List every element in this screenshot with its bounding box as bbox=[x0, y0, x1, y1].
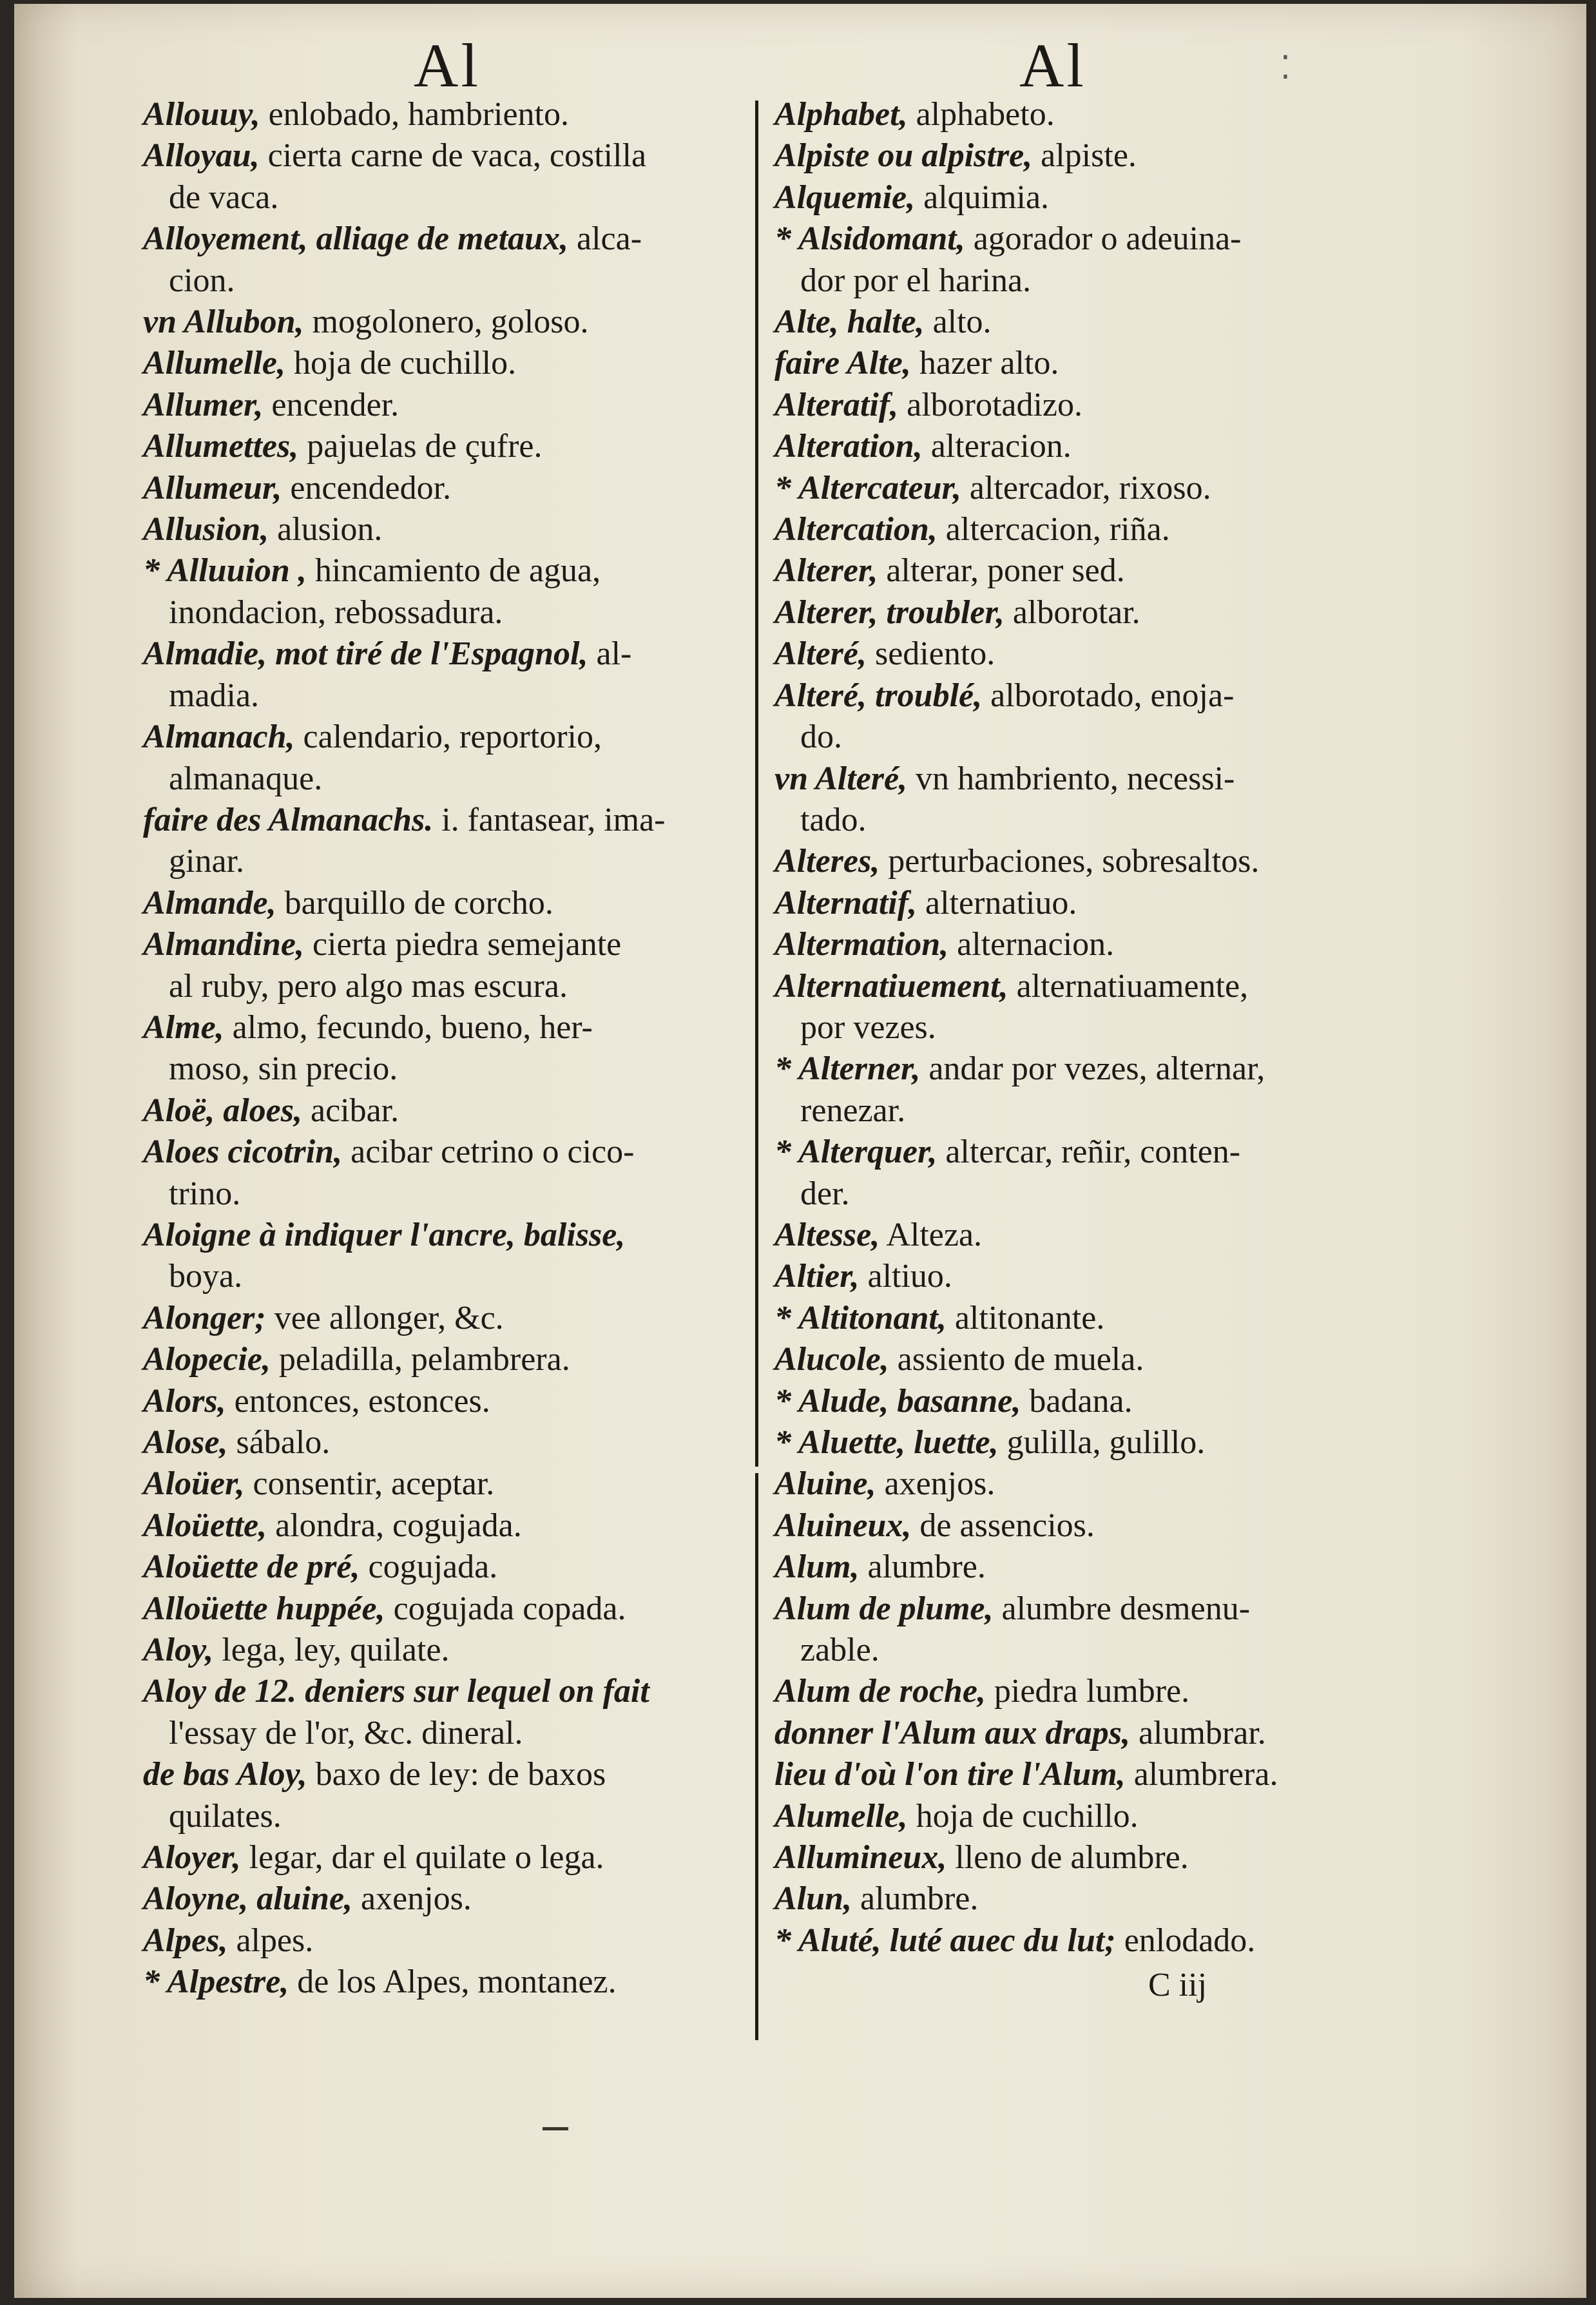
entry-continuation: inondacion, rebossadura. bbox=[169, 593, 503, 631]
translation: cierta piedra semejante bbox=[303, 926, 622, 963]
dictionary-entry bbox=[774, 1339, 1412, 1380]
dictionary-entry bbox=[143, 1671, 749, 1712]
translation: de los Alpes, montanez. bbox=[289, 1963, 617, 2001]
translation: sediento. bbox=[866, 635, 995, 673]
translation: encendedor. bbox=[282, 469, 452, 506]
entry-continuation: quilates. bbox=[169, 1797, 282, 1835]
dictionary-entry bbox=[774, 468, 1412, 509]
translation: al- bbox=[588, 635, 632, 673]
translation: alborotar. bbox=[1004, 593, 1140, 631]
dictionary-entry bbox=[143, 800, 749, 841]
dictionary-entry bbox=[143, 218, 749, 260]
headword: * Alterquer, bbox=[774, 1133, 937, 1171]
headword: Allouuy, bbox=[143, 96, 260, 133]
entry-continuation: renezar. bbox=[800, 1092, 906, 1129]
dictionary-entry bbox=[774, 550, 1412, 592]
dictionary-entry bbox=[143, 717, 749, 758]
translation: alternatiuo. bbox=[917, 884, 1077, 921]
dictionary-entry bbox=[143, 1422, 749, 1463]
dictionary-entry bbox=[774, 592, 1412, 633]
translation: alca- bbox=[568, 220, 642, 258]
dictionary-entry bbox=[143, 468, 749, 509]
translation: altiuo. bbox=[859, 1258, 952, 1295]
headword: * Aluette, luette, bbox=[774, 1424, 999, 1461]
translation: assiento de muela. bbox=[889, 1341, 1144, 1378]
headword: Alternatif, bbox=[774, 884, 918, 921]
headword: Aloüer, bbox=[143, 1465, 245, 1503]
column-rule bbox=[755, 101, 758, 1467]
dictionary-entry bbox=[143, 1090, 749, 1132]
translation: alpiste. bbox=[1032, 137, 1137, 175]
translation: mogolonero, goloso. bbox=[303, 304, 589, 341]
headword: Aloyer, bbox=[143, 1839, 241, 1876]
headword: * Alsidomant, bbox=[774, 220, 965, 258]
translation: cogujada. bbox=[360, 1548, 498, 1586]
headword: * Altercateur, bbox=[774, 469, 961, 506]
headword: Alpes, bbox=[143, 1922, 228, 1959]
translation: alborotado, enoja- bbox=[982, 677, 1235, 714]
dictionary-entry bbox=[143, 1837, 749, 1878]
translation: axenjos. bbox=[876, 1465, 995, 1503]
headword: * Alluuion , bbox=[143, 552, 307, 590]
translation: hazer alto. bbox=[910, 345, 1059, 382]
dictionary-entry bbox=[774, 1381, 1412, 1422]
headword: Aloyne, aluine, bbox=[143, 1880, 353, 1918]
dictionary-entry bbox=[774, 1671, 1412, 1712]
signature-mark: C iij bbox=[1148, 1967, 1207, 2003]
headword: Allumettes, bbox=[143, 428, 299, 465]
dictionary-entry bbox=[774, 966, 1412, 1007]
headword: Alteratif, bbox=[774, 386, 899, 423]
entry-continuation: ginar. bbox=[169, 843, 244, 880]
entry-continuation: l'essay de l'or, &c. dineral. bbox=[169, 1714, 523, 1751]
entry-continuation: trino. bbox=[169, 1175, 241, 1212]
translation: i. fantasear, ima- bbox=[433, 801, 666, 838]
entry-continuation: por vezes. bbox=[800, 1008, 936, 1046]
headword: Allusion, bbox=[143, 511, 269, 548]
headword: * Alude, basanne, bbox=[774, 1382, 1021, 1420]
dictionary-entry bbox=[143, 1962, 749, 2003]
headword: de bas Aloy, bbox=[143, 1756, 307, 1793]
dictionary-entry bbox=[774, 1713, 1412, 1754]
dictionary-entry bbox=[774, 94, 1412, 135]
dictionary-entry bbox=[143, 343, 749, 384]
dictionary-entry bbox=[143, 1878, 749, 1920]
entry-continuation: zable. bbox=[800, 1632, 880, 1669]
dictionary-entry bbox=[774, 1547, 1412, 1588]
translation: alpes. bbox=[227, 1922, 314, 1959]
dictionary-entry bbox=[774, 1754, 1412, 1795]
dictionary-entry bbox=[143, 1007, 749, 1048]
dictionary-entry bbox=[143, 1215, 749, 1256]
headword: Almande, bbox=[143, 884, 276, 921]
dictionary-entry bbox=[774, 343, 1412, 384]
dictionary-entry bbox=[774, 1215, 1412, 1256]
headword: faire des Almanachs. bbox=[143, 801, 434, 838]
headword: vn Alteré, bbox=[774, 760, 908, 797]
dictionary-entry bbox=[143, 924, 749, 965]
translation: de assencios. bbox=[911, 1507, 1095, 1544]
headword: Aloë, aloes, bbox=[143, 1092, 302, 1129]
headword: Alterer, bbox=[774, 552, 878, 590]
dictionary-entry bbox=[143, 94, 749, 135]
dictionary-entry bbox=[774, 633, 1412, 675]
headword: Aloüette de pré, bbox=[143, 1548, 360, 1586]
headword: Alternatiuement, bbox=[774, 967, 1008, 1005]
translation: altercacion, riña. bbox=[937, 511, 1170, 548]
dictionary-entry bbox=[774, 177, 1412, 218]
translation: enlodado. bbox=[1115, 1922, 1256, 1959]
dictionary-entry bbox=[143, 1132, 749, 1173]
dictionary-entry bbox=[143, 302, 749, 343]
right-column bbox=[774, 94, 1412, 1962]
translation: perturbaciones, sobresaltos. bbox=[880, 843, 1260, 880]
entry-continuation: almanaque. bbox=[169, 760, 323, 797]
translation: baxo de ley: de baxos bbox=[307, 1756, 606, 1793]
headword: Alose, bbox=[143, 1424, 228, 1461]
translation: barquillo de corcho. bbox=[276, 884, 553, 921]
entry-continuation: madia. bbox=[169, 677, 260, 714]
headword: Alpiste ou alpistre, bbox=[774, 137, 1033, 175]
translation: pajuelas de çufre. bbox=[298, 428, 543, 465]
dictionary-entry bbox=[774, 302, 1412, 343]
ink-mark: ⁚ bbox=[1280, 50, 1291, 86]
headword: Alquemie, bbox=[774, 178, 916, 216]
dictionary-entry bbox=[143, 883, 749, 924]
translation: cierta carne de vaca, costilla bbox=[259, 137, 647, 175]
entry-continuation: al ruby, pero algo mas escura. bbox=[169, 967, 568, 1005]
headword: Almadie, mot tiré de l'Espagnol, bbox=[143, 635, 588, 673]
dictionary-entry bbox=[774, 924, 1412, 965]
column-rule-lower bbox=[755, 1473, 758, 2040]
dictionary-entry bbox=[143, 385, 749, 426]
translation: peladilla, pelambrera. bbox=[270, 1341, 570, 1378]
dictionary-entry bbox=[774, 1878, 1412, 1920]
headword: Alum de plume, bbox=[774, 1590, 994, 1627]
headword: Aloes cicotrin, bbox=[143, 1133, 343, 1171]
translation: alborotadizo. bbox=[898, 386, 1083, 423]
headword: Altesse, bbox=[774, 1216, 880, 1253]
translation: alumbrera. bbox=[1125, 1756, 1278, 1793]
headword: Alteré, troublé, bbox=[774, 677, 983, 714]
headword: Alum, bbox=[774, 1548, 860, 1586]
entry-continuation: boya. bbox=[169, 1258, 243, 1295]
running-header-right: Al bbox=[1019, 31, 1086, 100]
headword: Almandine, bbox=[143, 926, 304, 963]
dictionary-entry bbox=[774, 1132, 1412, 1173]
dictionary-entry bbox=[143, 1588, 749, 1630]
headword: Alloüette huppée, bbox=[143, 1590, 385, 1627]
translation: altercar, reñir, conten- bbox=[937, 1133, 1241, 1171]
dictionary-entry bbox=[774, 135, 1412, 177]
headword: Alteres, bbox=[774, 843, 880, 880]
translation: alto. bbox=[924, 304, 992, 341]
entry-continuation: tado. bbox=[800, 801, 867, 838]
headword: Allumelle, bbox=[143, 345, 285, 382]
translation: axenjos. bbox=[352, 1880, 472, 1918]
translation: vee allonger, &c. bbox=[265, 1299, 504, 1336]
dictionary-entry bbox=[143, 426, 749, 467]
dictionary-entry bbox=[143, 135, 749, 177]
dictionary-entry bbox=[774, 385, 1412, 426]
headword: Alucole, bbox=[774, 1341, 889, 1378]
entry-continuation: cion. bbox=[169, 262, 235, 299]
dictionary-entry bbox=[143, 1630, 749, 1671]
headword: Alphabet, bbox=[774, 96, 908, 133]
dictionary-entry bbox=[143, 1381, 749, 1422]
headword: donner l'Alum aux draps, bbox=[774, 1714, 1130, 1751]
dictionary-entry bbox=[143, 1463, 749, 1505]
headword: Alors, bbox=[143, 1382, 226, 1420]
headword: Aloigne à indiquer l'ancre, balisse, bbox=[143, 1216, 626, 1253]
headword: Aloy de 12. deniers sur lequel on fait bbox=[143, 1673, 649, 1710]
translation: alumbre desmenu- bbox=[993, 1590, 1251, 1627]
dictionary-entry bbox=[143, 1298, 749, 1339]
book-page bbox=[14, 4, 1586, 2298]
translation: badana. bbox=[1021, 1382, 1133, 1420]
translation: altitonante. bbox=[946, 1299, 1105, 1336]
translation: enlobado, hambriento. bbox=[260, 96, 570, 133]
entry-continuation: der. bbox=[800, 1175, 850, 1212]
dictionary-entry bbox=[143, 1754, 749, 1795]
dictionary-entry bbox=[774, 1505, 1412, 1547]
headword: Alloyau, bbox=[143, 137, 260, 175]
translation: gulilla, gulillo. bbox=[998, 1424, 1206, 1461]
headword: Alumelle, bbox=[774, 1797, 908, 1835]
translation: alondra, cogujada. bbox=[267, 1507, 522, 1544]
translation: entonces, estonces. bbox=[226, 1382, 490, 1420]
dictionary-entry bbox=[774, 1048, 1412, 1090]
translation: acibar. bbox=[302, 1092, 399, 1129]
translation: alusion. bbox=[269, 511, 383, 548]
headword: Alun, bbox=[774, 1880, 852, 1918]
translation: piedra lumbre. bbox=[985, 1673, 1190, 1710]
translation: alquimia. bbox=[915, 178, 1050, 216]
translation: alumbrar. bbox=[1130, 1714, 1266, 1751]
translation: cogujada copada. bbox=[385, 1590, 626, 1627]
headword: Aloüette, bbox=[143, 1507, 267, 1544]
headword: * Alpestre, bbox=[143, 1963, 289, 2001]
headword: Allumineux, bbox=[774, 1839, 947, 1876]
headword: Alte, halte, bbox=[774, 304, 925, 341]
decorative-dash bbox=[543, 2127, 568, 2130]
entry-continuation: do. bbox=[800, 719, 842, 756]
headword: Aloy, bbox=[143, 1632, 214, 1669]
dictionary-entry bbox=[143, 1505, 749, 1547]
dictionary-entry bbox=[774, 218, 1412, 260]
translation: sábalo. bbox=[227, 1424, 331, 1461]
translation: alphabeto. bbox=[907, 96, 1055, 133]
headword: faire Alte, bbox=[774, 345, 911, 382]
headword: Aluine, bbox=[774, 1465, 876, 1503]
translation: hincamiento de agua, bbox=[306, 552, 601, 590]
dictionary-entry bbox=[774, 1837, 1412, 1878]
translation: alumbre. bbox=[859, 1548, 986, 1586]
headword: Alum de roche, bbox=[774, 1673, 986, 1710]
headword: Altermation, bbox=[774, 926, 949, 963]
dictionary-entry bbox=[774, 758, 1412, 800]
dictionary-entry bbox=[143, 550, 749, 592]
dictionary-entry bbox=[774, 1298, 1412, 1339]
headword: Alteré, bbox=[774, 635, 867, 673]
dictionary-entry bbox=[774, 675, 1412, 717]
dictionary-entry bbox=[143, 509, 749, 550]
dictionary-entry bbox=[143, 1547, 749, 1588]
translation: agorador o adeuina- bbox=[965, 220, 1242, 258]
headword: Alteration, bbox=[774, 428, 923, 465]
translation: vn hambriento, necessi- bbox=[907, 760, 1235, 797]
translation: almo, fecundo, bueno, her- bbox=[224, 1008, 593, 1046]
running-header-left: Al bbox=[414, 31, 481, 100]
translation: legar, dar el quilate o lega. bbox=[240, 1839, 604, 1876]
translation: altercador, rixoso. bbox=[961, 469, 1211, 506]
translation: hoja de cuchillo. bbox=[907, 1797, 1139, 1835]
translation: lleno de alumbre. bbox=[947, 1839, 1189, 1876]
headword: * Alterner, bbox=[774, 1050, 921, 1088]
headword: lieu d'où l'on tire l'Alum, bbox=[774, 1756, 1126, 1793]
headword: Allumeur, bbox=[143, 469, 282, 506]
dictionary-entry bbox=[774, 1422, 1412, 1463]
entry-continuation: de vaca. bbox=[169, 178, 279, 216]
translation: encender. bbox=[263, 386, 399, 423]
dictionary-entry bbox=[774, 841, 1412, 882]
headword: Alterer, troubler, bbox=[774, 593, 1005, 631]
headword: Alonger; bbox=[143, 1299, 266, 1336]
translation: andar por vezes, alternar, bbox=[920, 1050, 1265, 1088]
left-column bbox=[143, 94, 749, 2003]
translation: acibar cetrino o cico- bbox=[342, 1133, 635, 1171]
dictionary-entry bbox=[774, 1920, 1412, 1962]
dictionary-entry bbox=[774, 1796, 1412, 1837]
headword: * Altitonant, bbox=[774, 1299, 947, 1336]
translation: calendario, reportorio, bbox=[294, 719, 602, 756]
dictionary-entry bbox=[774, 509, 1412, 550]
translation: Alteza. bbox=[880, 1216, 983, 1253]
entry-continuation: moso, sin precio. bbox=[169, 1050, 398, 1088]
dictionary-entry bbox=[774, 426, 1412, 467]
dictionary-entry bbox=[774, 883, 1412, 924]
dictionary-entry bbox=[774, 1463, 1412, 1505]
headword: vn Allubon, bbox=[143, 304, 304, 341]
translation: alteracion. bbox=[922, 428, 1072, 465]
headword: * Aluté, luté auec du lut; bbox=[774, 1922, 1116, 1959]
dictionary-entry bbox=[143, 1920, 749, 1962]
headword: Altier, bbox=[774, 1258, 860, 1295]
dictionary-entry bbox=[143, 1339, 749, 1380]
headword: Allumer, bbox=[143, 386, 264, 423]
translation: alumbre. bbox=[851, 1880, 979, 1918]
headword: Almanach, bbox=[143, 719, 295, 756]
headword: Alme, bbox=[143, 1008, 224, 1046]
headword: Altercation, bbox=[774, 511, 937, 548]
headword: Alloyement, alliage de metaux, bbox=[143, 220, 569, 258]
headword: Alopecie, bbox=[143, 1341, 271, 1378]
dictionary-entry bbox=[774, 1256, 1412, 1297]
dictionary-entry bbox=[774, 1588, 1412, 1630]
headword: Aluineux, bbox=[774, 1507, 912, 1544]
translation: alterar, poner sed. bbox=[878, 552, 1125, 590]
dictionary-entry bbox=[143, 633, 749, 675]
translation: hoja de cuchillo. bbox=[285, 345, 517, 382]
translation: lega, ley, quilate. bbox=[213, 1632, 450, 1669]
translation: alternacion. bbox=[948, 926, 1115, 963]
translation: consentir, aceptar. bbox=[244, 1465, 495, 1503]
entry-continuation: dor por el harina. bbox=[800, 262, 1032, 299]
translation: alternatiuamente, bbox=[1008, 967, 1249, 1005]
